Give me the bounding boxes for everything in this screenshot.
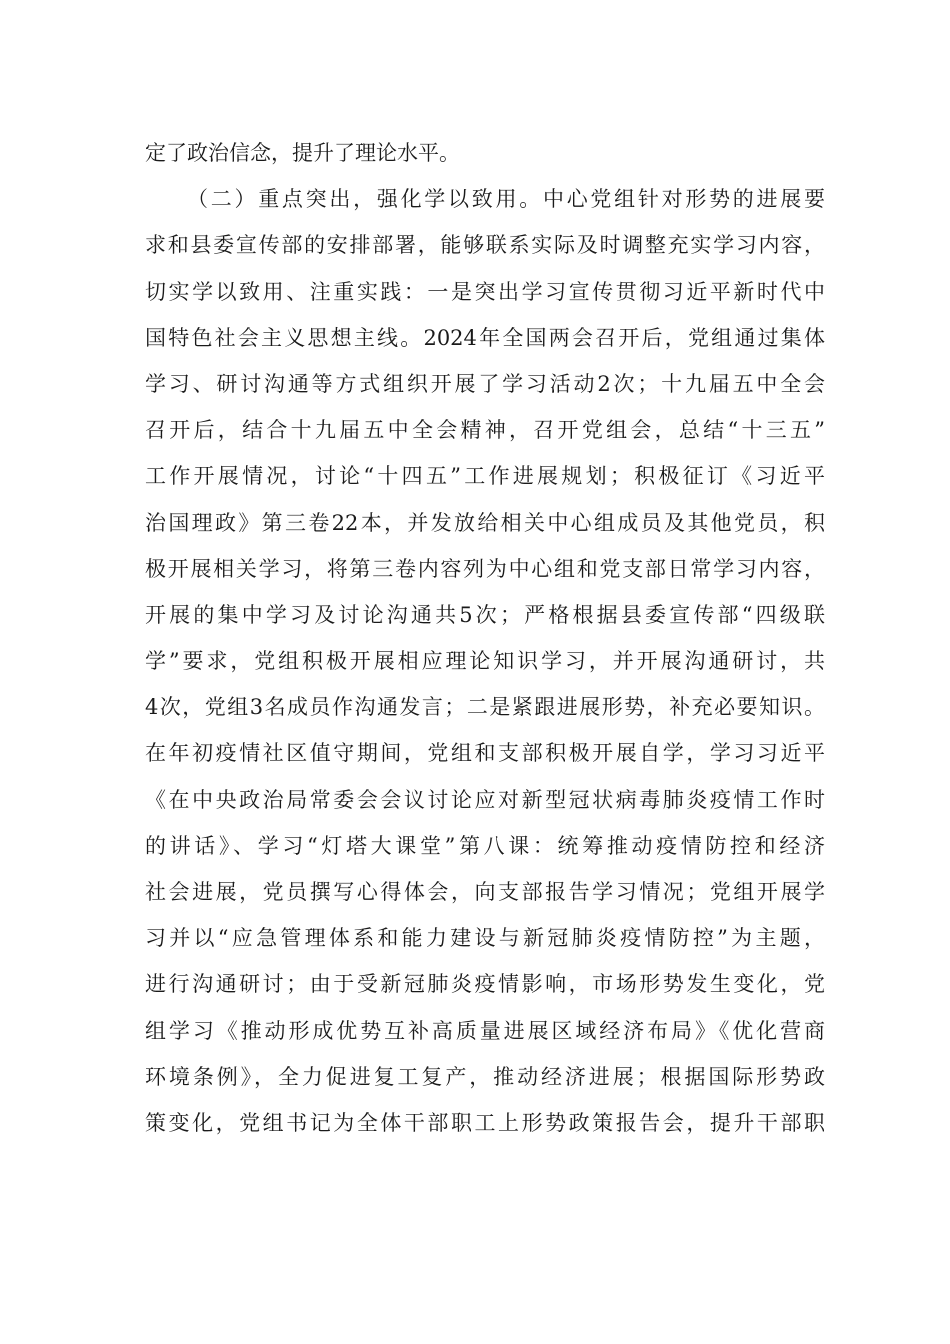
- text-line: 进行沟通研讨；由于受新冠肺炎疫情影响，市场形势发生变化，党: [145, 972, 825, 997]
- text-line: 环境条例》，全力促进复工复产，推动经济进展；根据国际形势政: [145, 1064, 825, 1089]
- text-line: 习并以“应急管理体系和能力建设与新冠肺炎疫情防控”为主题，: [145, 926, 825, 951]
- text-line: 召开后，结合十九届五中全会精神，召开党组会，总结“十三五”: [145, 418, 825, 443]
- text-line: 治国理政》第三卷22本，并发放给相关中心组成员及其他党员，积: [145, 510, 825, 535]
- text-line: 极开展相关学习，将第三卷内容列为中心组和党支部日常学习内容，: [145, 556, 825, 581]
- text-line: 社会进展，党员撰写心得体会，向支部报告学习情况；党组开展学: [145, 880, 825, 904]
- text-line: 定了政治信念，提升了理论水平。: [145, 141, 460, 165]
- text-line: 在年初疫情社区值守期间，党组和支部积极开展自学，学习习近平: [145, 741, 825, 766]
- body-text: [145, 130, 825, 1146]
- text-line: 求和县委宣传部的安排部署，能够联系实际及时调整充实学习内容，: [145, 233, 825, 258]
- text-line: 学习、研讨沟通等方式组织开展了学习活动2次；十九届五中全会: [145, 371, 825, 396]
- text-line: 切实学以致用、注重实践：一是突出学习宣传贯彻习近平新时代中: [145, 279, 825, 304]
- text-line: 4次，党组3名成员作沟通发言；二是紧跟进展形势，补充必要知识。: [145, 695, 825, 720]
- text-line: 开展的集中学习及讨论沟通共5次；严格根据县委宣传部“四级联: [145, 602, 825, 627]
- text-line: 的讲话》、学习“灯塔大课堂”第八课：统筹推动疫情防控和经济: [145, 833, 825, 858]
- text-line: 工作开展情况，讨论“十四五”工作进展规划；积极征订《习近平: [145, 464, 825, 489]
- text-line: 策变化，党组书记为全体干部职工上形势政策报告会，提升干部职: [145, 1110, 825, 1135]
- text-line: 组学习《推动形成优势互补高质量进展区域经济布局》《优化营商: [145, 1018, 825, 1043]
- text-line: （二）重点突出，强化学以致用。中心党组针对形势的进展要: [187, 187, 825, 212]
- text-line: 国特色社会主义思想主线。2024年全国两会召开后，党组通过集体: [145, 325, 825, 350]
- text-line: 《在中央政治局常委会会议讨论应对新型冠状病毒肺炎疫情工作时: [145, 787, 825, 812]
- text-line: 学”要求，党组积极开展相应理论知识学习，并开展沟通研讨，共: [145, 649, 825, 674]
